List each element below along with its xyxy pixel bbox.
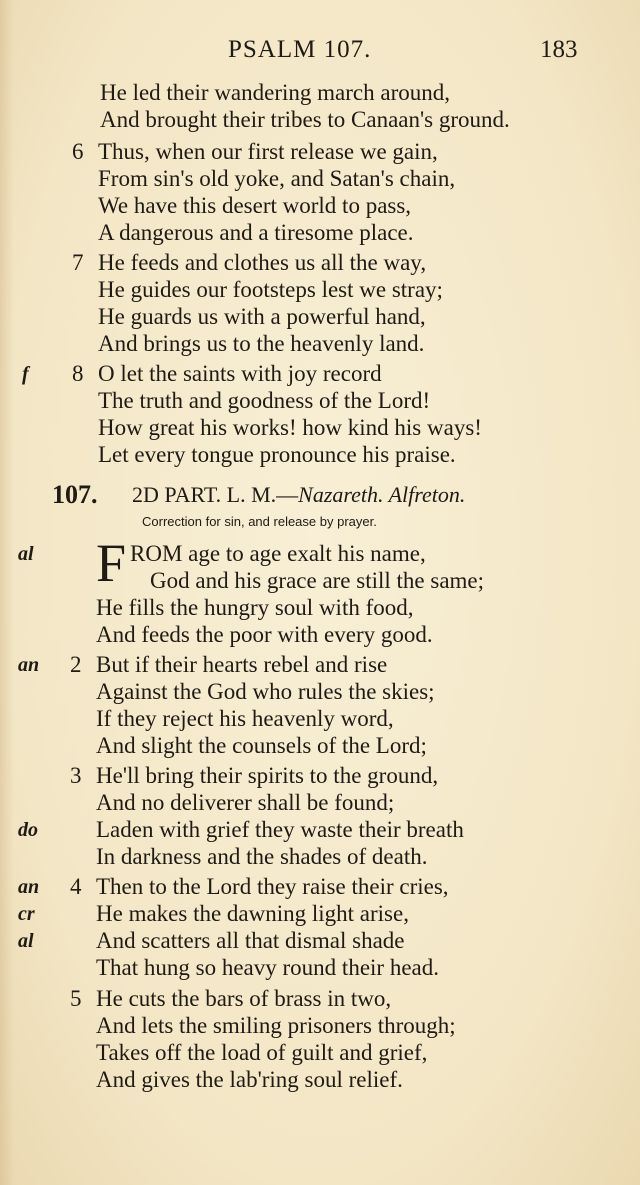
- verse-line: And brought their tribes to Canaan's ground.: [100, 107, 510, 132]
- hymn-heading: [52, 480, 612, 510]
- verse-number: 5: [70, 986, 82, 1011]
- verse-line: And slight the counsels of the Lord;: [96, 733, 427, 758]
- page-header: [0, 36, 640, 68]
- verse-line: Against the God who rules the skies;: [96, 679, 435, 704]
- verse-line: We have this desert world to pass,: [98, 193, 412, 218]
- verse-line: The truth and goodness of the Lord!: [98, 388, 431, 413]
- verse-line: How great his works! how kind his ways!: [98, 415, 482, 440]
- verse-line: Laden with grief they waste their breath: [96, 817, 464, 842]
- dynamic-mark: do: [18, 819, 38, 841]
- verse-line: If they reject his heavenly word,: [96, 706, 394, 731]
- verse-line: And no deliverer shall be found;: [96, 790, 395, 815]
- page-edge-stain: [0, 0, 14, 1185]
- hymn-subtitle: Correction for sin, and release by prayer.: [142, 514, 377, 529]
- drop-cap: F: [96, 533, 127, 593]
- verse-number: 6: [72, 139, 84, 164]
- dynamic-mark: cr: [18, 903, 35, 925]
- verse-line: ROM age to age exalt his name,: [130, 541, 426, 566]
- verse-line: And brings us to the heavenly land.: [98, 331, 425, 356]
- dynamic-mark: al: [18, 543, 34, 565]
- verse-line: O let the saints with joy record: [98, 361, 382, 386]
- verse-line: God and his grace are still the same;: [150, 568, 485, 593]
- dynamic-mark: al: [18, 930, 34, 952]
- hymn-meta: [132, 482, 465, 508]
- verse-line: He guards us with a powerful hand,: [98, 304, 426, 329]
- running-title: PSALM 107.: [228, 36, 372, 63]
- verse-number: 8: [72, 361, 84, 386]
- verse-line: But if their hearts rebel and rise: [96, 652, 388, 677]
- verse-number: 3: [70, 763, 82, 788]
- verse-line: Takes off the load of guilt and grief,: [96, 1040, 428, 1065]
- verse-number: 2: [70, 652, 82, 677]
- verse-line: Thus, when our first release we gain,: [98, 139, 438, 164]
- verse-line: And scatters all that dismal shade: [96, 928, 405, 953]
- verse-line: He makes the dawning light arise,: [96, 901, 409, 926]
- verse-number: 4: [70, 874, 82, 899]
- verse-line: He feeds and clothes us all the way,: [98, 250, 427, 275]
- verse-line: He fills the hungry soul with food,: [96, 595, 414, 620]
- dynamic-mark: f: [22, 363, 29, 385]
- verse-line: And gives the lab'ring soul relief.: [96, 1067, 403, 1092]
- hymn-part: 2D PART.: [132, 482, 222, 507]
- hymn-tunes: Nazareth. Alfreton.: [298, 482, 466, 507]
- hymn-meter: L. M.—: [221, 482, 299, 507]
- dynamic-mark: an: [18, 876, 40, 898]
- verse-line: He guides our footsteps lest we stray;: [98, 277, 443, 302]
- verse-line: In darkness and the shades of death.: [96, 844, 428, 869]
- page-number: 183: [540, 36, 578, 63]
- verse-line: He cuts the bars of brass in two,: [96, 986, 392, 1011]
- verse-number: 7: [72, 250, 84, 275]
- verse-line: Let every tongue pronounce his praise.: [98, 442, 456, 467]
- verse-line: That hung so heavy round their head.: [96, 955, 439, 980]
- verse-line: A dangerous and a tiresome place.: [98, 220, 414, 245]
- verse-line: And feeds the poor with every good.: [96, 622, 433, 647]
- verse-line: Then to the Lord they raise their cries,: [96, 874, 449, 899]
- hymn-number: 107.: [52, 480, 98, 509]
- verse-line: From sin's old yoke, and Satan's chain,: [98, 166, 456, 191]
- verse-line: He'll bring their spirits to the ground,: [96, 763, 439, 788]
- dynamic-mark: an: [18, 654, 40, 676]
- verse-line: He led their wandering march around,: [100, 80, 450, 105]
- verse-line: And lets the smiling prisoners through;: [96, 1013, 456, 1038]
